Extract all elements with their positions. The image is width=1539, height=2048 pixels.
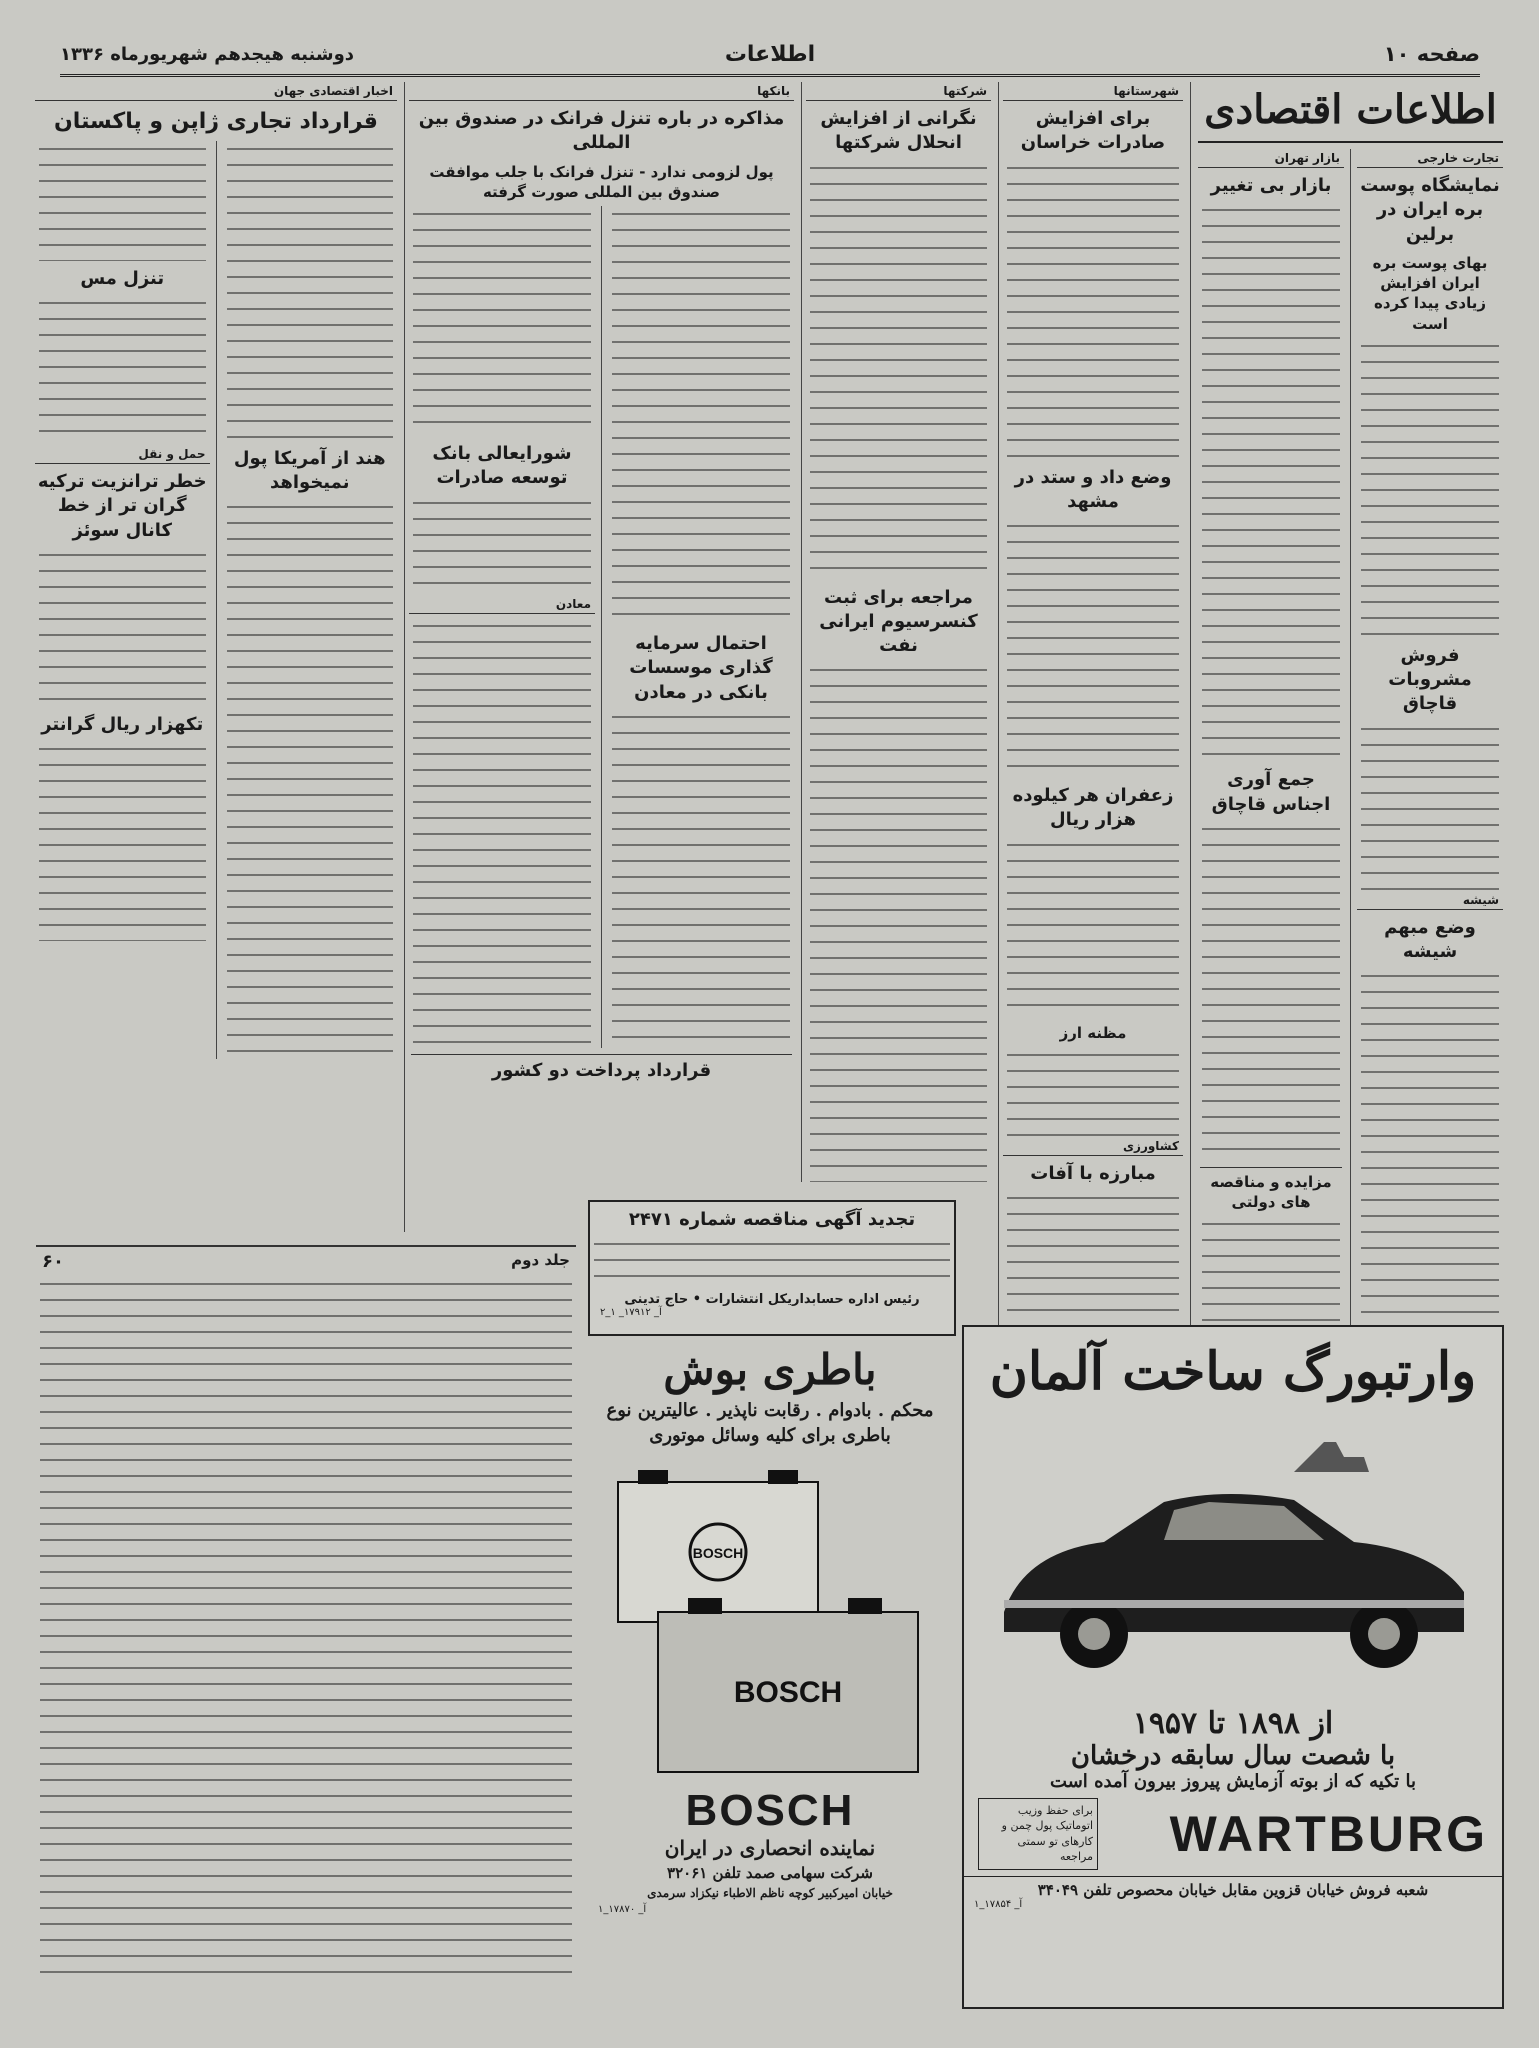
article-headline: فروش مشروبات قاچاق [1388, 644, 1472, 715]
article-body [1198, 821, 1344, 1161]
serial-label: جلد دوم [511, 1251, 570, 1269]
section-label-foreign-trade: تجارت خارجی [1357, 149, 1503, 168]
companies-column [806, 82, 991, 1182]
article-headline: احتمال سرمایه گذاری موسسات بانکی در معادن [629, 633, 773, 703]
wartburg-years: از ۱۸۹۸ تا ۱۹۵۷ [1132, 1706, 1334, 1741]
article-body [1003, 518, 1183, 778]
section-label-banks: بانکها [409, 82, 794, 101]
article-body [1003, 1047, 1183, 1137]
column-divider [998, 82, 999, 1382]
bosch-code: آ_ ۱۷۸۷۰_۱ [598, 1904, 647, 1916]
column-divider [1190, 82, 1191, 1382]
article-body [1357, 338, 1503, 638]
article-headline: مزایده و مناقصه های دولتی [1200, 1167, 1342, 1213]
article-headline: نگرانی از افزایش انحلال شرکتها [820, 108, 977, 154]
article-subhead: بهای پوست بره ایران افزایش زیادی پیدا کرده است [1372, 253, 1488, 333]
article-body [409, 206, 595, 436]
wartburg-brand: WARTBURG [1169, 1805, 1488, 1862]
wartburg-info-box: برای حفظ وزیب اتوماتیک پول چمن و کارهای تو سمتی مراجعه [978, 1798, 1098, 1870]
section-label-tehran-market: بازار تهران [1198, 149, 1344, 168]
article-body [409, 618, 595, 1048]
article-headline: شورایعالی بانک توسعه صادرات [432, 443, 572, 489]
article-body [806, 160, 991, 580]
article-body [409, 495, 595, 595]
section-label-glass: شیشه [1357, 891, 1503, 910]
section-label-companies: شرکتها [806, 82, 991, 101]
provinces-column [1003, 82, 1183, 1382]
article-body [1003, 837, 1183, 1017]
column-divider [801, 82, 802, 1182]
article-headline: وضع مبهم شیشه [1384, 916, 1476, 963]
article-headline: مظنه ارز [1059, 1023, 1127, 1042]
article-headline: زعفران هر کیلوده هزار ریال [1012, 785, 1174, 831]
bosch-company: شرکت سهامی صمد تلفن ۳۲۰۶۱ [667, 1864, 873, 1883]
article-body [1357, 721, 1503, 891]
article-body [223, 141, 398, 441]
article-body [35, 547, 210, 707]
serial-number: ۶۰ [42, 1251, 64, 1272]
tender-code: آ_ ۱۷۹۱۲_ ۱_۲ [600, 1307, 662, 1319]
article-headline: مذاکره در باره تنزل فرانک در صندوق بین المللی [418, 108, 785, 154]
bosch-agent: نماینده انحصاری در ایران [664, 1836, 876, 1861]
article-body [35, 141, 210, 261]
serial-story [36, 1245, 576, 2007]
tender-title: تجدید آگهی مناقصه شماره ۲۴۷۱ [628, 1209, 916, 1230]
article-headline: تکهزار ریال گرانتر [41, 713, 204, 735]
wartburg-headline: وارتبورگ ساخت آلمان [989, 1341, 1477, 1402]
tender-notice [588, 1200, 956, 1336]
wartburg-tagline: با شصت سال سابقه درخشان [1070, 1741, 1396, 1771]
tender-signature: رئیس اداره حسابداریکل انتشارات • حاج تدینی [624, 1292, 920, 1308]
world-news-column [35, 82, 397, 1232]
article-subhead: پول لزومی ندارد - تنزل فرانک با جلب موافقت صندوق بین المللی صورت گرفته [429, 162, 774, 201]
article-headline: قرارداد تجاری ژاپن و پاکستان [54, 109, 378, 134]
article-headline: جمع آوری اجناس قاچاق [1211, 769, 1331, 815]
column-divider [404, 82, 405, 1232]
section-label-world: اخبار اقتصادی جهان [35, 82, 397, 101]
article-body [608, 709, 794, 1039]
section-title: اطلاعات اقتصادی [1198, 82, 1503, 143]
bosch-ad [588, 1345, 952, 2025]
article-body [1198, 1216, 1344, 1336]
wartburg-tagline2: با تکیه که از بوته آزمایش پیروز بیرون آمده است [1050, 1771, 1416, 1792]
svg-text:BOSCH: BOSCH [733, 1676, 843, 1710]
article-headline: بازار بی تغییر [1210, 175, 1332, 196]
svg-text:BOSCH: BOSCH [692, 1545, 744, 1562]
article-headline: قرارداد پرداخت دو کشور [411, 1054, 792, 1083]
wartburg-ad [962, 1325, 1504, 2009]
bosch-headline: باطری بوش [663, 1345, 877, 1394]
serial-body [36, 1276, 576, 1976]
article-body [35, 741, 210, 941]
article-headline: نمایشگاه پوست بره ایران در برلین [1360, 175, 1500, 245]
page-number: صفحه ۱۰ [1383, 42, 1480, 66]
section-label-mines: معادن [409, 595, 595, 614]
section-label-agriculture: کشاورزی [1003, 1137, 1183, 1156]
article-body [608, 206, 794, 626]
car-illustration [964, 1402, 1502, 1702]
article-headline: وضع داد و ستد در مشهد [1014, 466, 1172, 512]
article-headline: تنزل مس [80, 267, 165, 289]
battery-illustration [588, 1452, 952, 1782]
banks-column [409, 82, 794, 1182]
article-body [35, 295, 210, 445]
bosch-address: خیابان امیرکبیر کوچه ناظم الاطباء نیکزاد سرمدی [647, 1886, 893, 1901]
article-body [223, 499, 398, 1059]
article-body [1003, 1190, 1183, 1330]
article-headline: هند از آمریکا پول نمیخواهد [233, 447, 386, 493]
wartburg-shop: شعبه فروش خیابان قزوین مقابل خیابان محصوص تلفن ۳۴۰۴۹ [964, 1876, 1502, 1899]
article-body [1357, 968, 1503, 1328]
wartburg-code: آ_ ۱۷۸۵۴_۱ [974, 1898, 1023, 1910]
article-headline: برای افزایش صادرات خراسان [1020, 108, 1166, 154]
article-body [1003, 160, 1183, 460]
article-body [806, 662, 991, 1182]
article-headline: مراجعه برای ثبت کنسرسیوم ایرانی نفت [819, 586, 978, 657]
bosch-slogan: محکم . بادوام . رقابت ناپذیر . عالیترین نوع باطری برای کلیه وسائل موتوری [606, 1400, 934, 1447]
economic-news-column [1198, 82, 1503, 1382]
tender-body [590, 1236, 954, 1288]
article-headline: مبارزه با آفات [1030, 1163, 1156, 1185]
issue-date: دوشنبه هیجدهم شهریورماه ۱۳۳۶ [60, 44, 355, 65]
section-label-transport: حمل و نقل [35, 445, 210, 464]
masthead [60, 36, 1480, 77]
section-label-provinces: شهرستانها [1003, 82, 1183, 101]
paper-name: اطلاعات [724, 42, 816, 67]
article-headline: خطر ترانزیت ترکیه گران تر از خط کانال سوئز [37, 470, 207, 541]
bosch-brand: BOSCH [685, 1786, 855, 1836]
article-body [1198, 202, 1344, 762]
